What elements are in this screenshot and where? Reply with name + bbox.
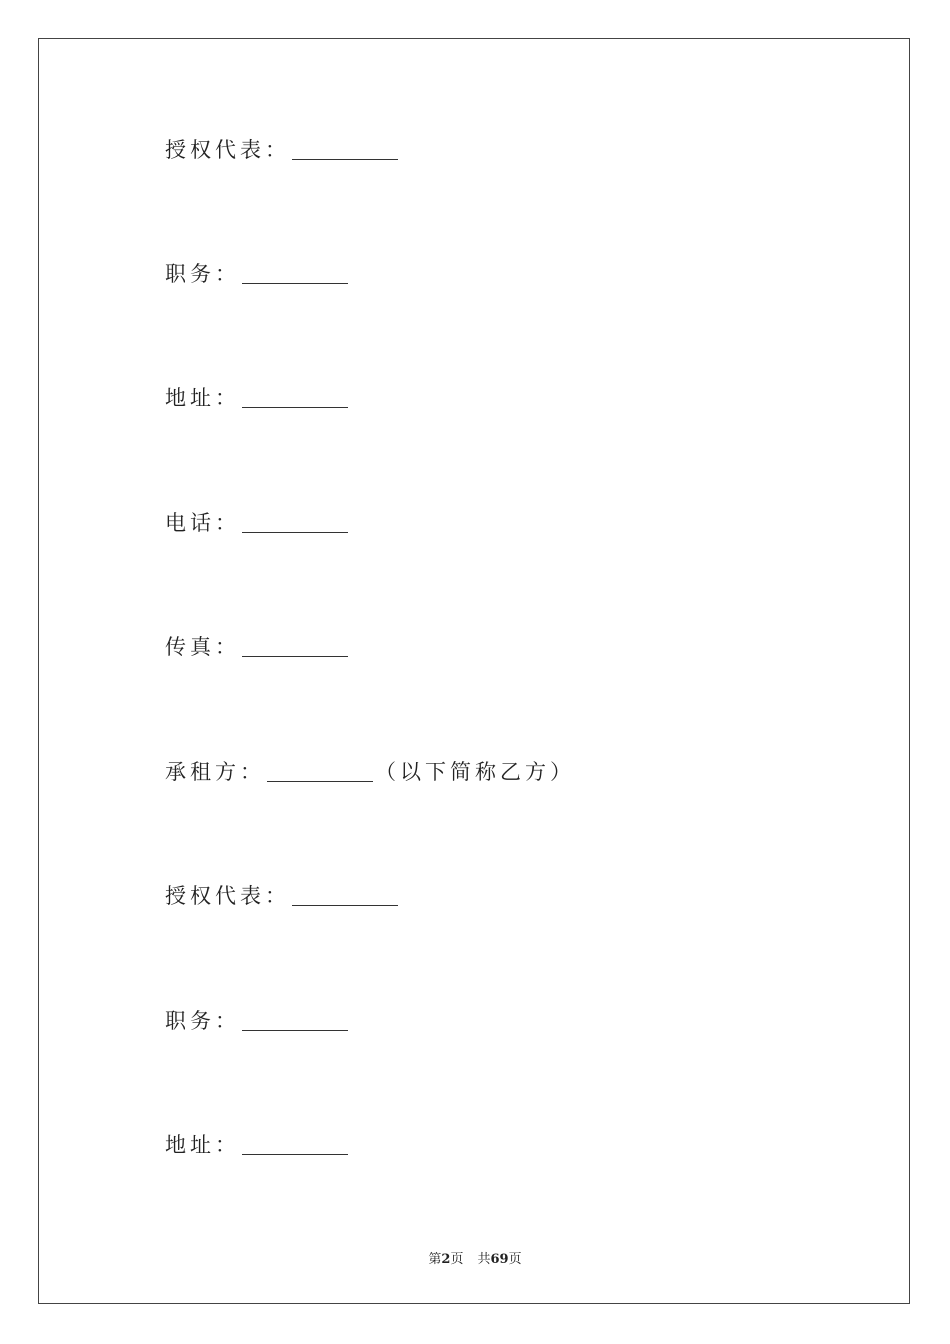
lessee-representative-blank[interactable]	[292, 885, 398, 906]
lessee-field	[165, 757, 575, 787]
lessee-blank[interactable]	[267, 761, 373, 782]
lessor-representative-label: 授权代表：	[165, 138, 290, 162]
lessor-address-label: 地址：	[165, 386, 240, 410]
lessee-title-blank[interactable]	[242, 1010, 348, 1031]
page-prefix: 第	[428, 1252, 442, 1267]
lessee-representative-field	[165, 881, 400, 911]
page-footer	[0, 1248, 950, 1267]
lessor-title-field	[165, 259, 350, 289]
page-total-number: 69	[490, 1252, 509, 1267]
lessor-phone-field	[165, 508, 350, 538]
lessee-address-field	[165, 1130, 350, 1160]
total-prefix: 共	[477, 1252, 491, 1267]
page-suffix: 页	[450, 1252, 464, 1267]
lessor-representative-field	[165, 135, 400, 165]
lessor-title-label: 职务：	[165, 262, 240, 286]
lessor-title-blank[interactable]	[242, 263, 348, 284]
lessee-address-label: 地址：	[165, 1133, 240, 1157]
lessor-fax-field	[165, 632, 350, 662]
lessee-representative-label: 授权代表：	[165, 884, 290, 908]
lessor-phone-blank[interactable]	[242, 512, 348, 533]
lessor-phone-label: 电话：	[165, 511, 240, 535]
lessee-title-label: 职务：	[165, 1009, 240, 1033]
page-current-number: 2	[441, 1252, 451, 1267]
lessee-title-field	[165, 1006, 350, 1036]
lessor-fax-blank[interactable]	[242, 636, 348, 657]
lessor-fax-label: 传真：	[165, 635, 240, 659]
lessor-address-blank[interactable]	[242, 387, 348, 408]
page-frame	[38, 38, 910, 1304]
lessor-address-field	[165, 383, 350, 413]
lessor-representative-blank[interactable]	[292, 139, 398, 160]
lessee-address-blank[interactable]	[242, 1134, 348, 1155]
total-suffix: 页	[508, 1252, 522, 1267]
lessee-abbreviation-note: （以下简称乙方）	[375, 760, 575, 784]
lessee-label: 承租方：	[165, 760, 265, 784]
